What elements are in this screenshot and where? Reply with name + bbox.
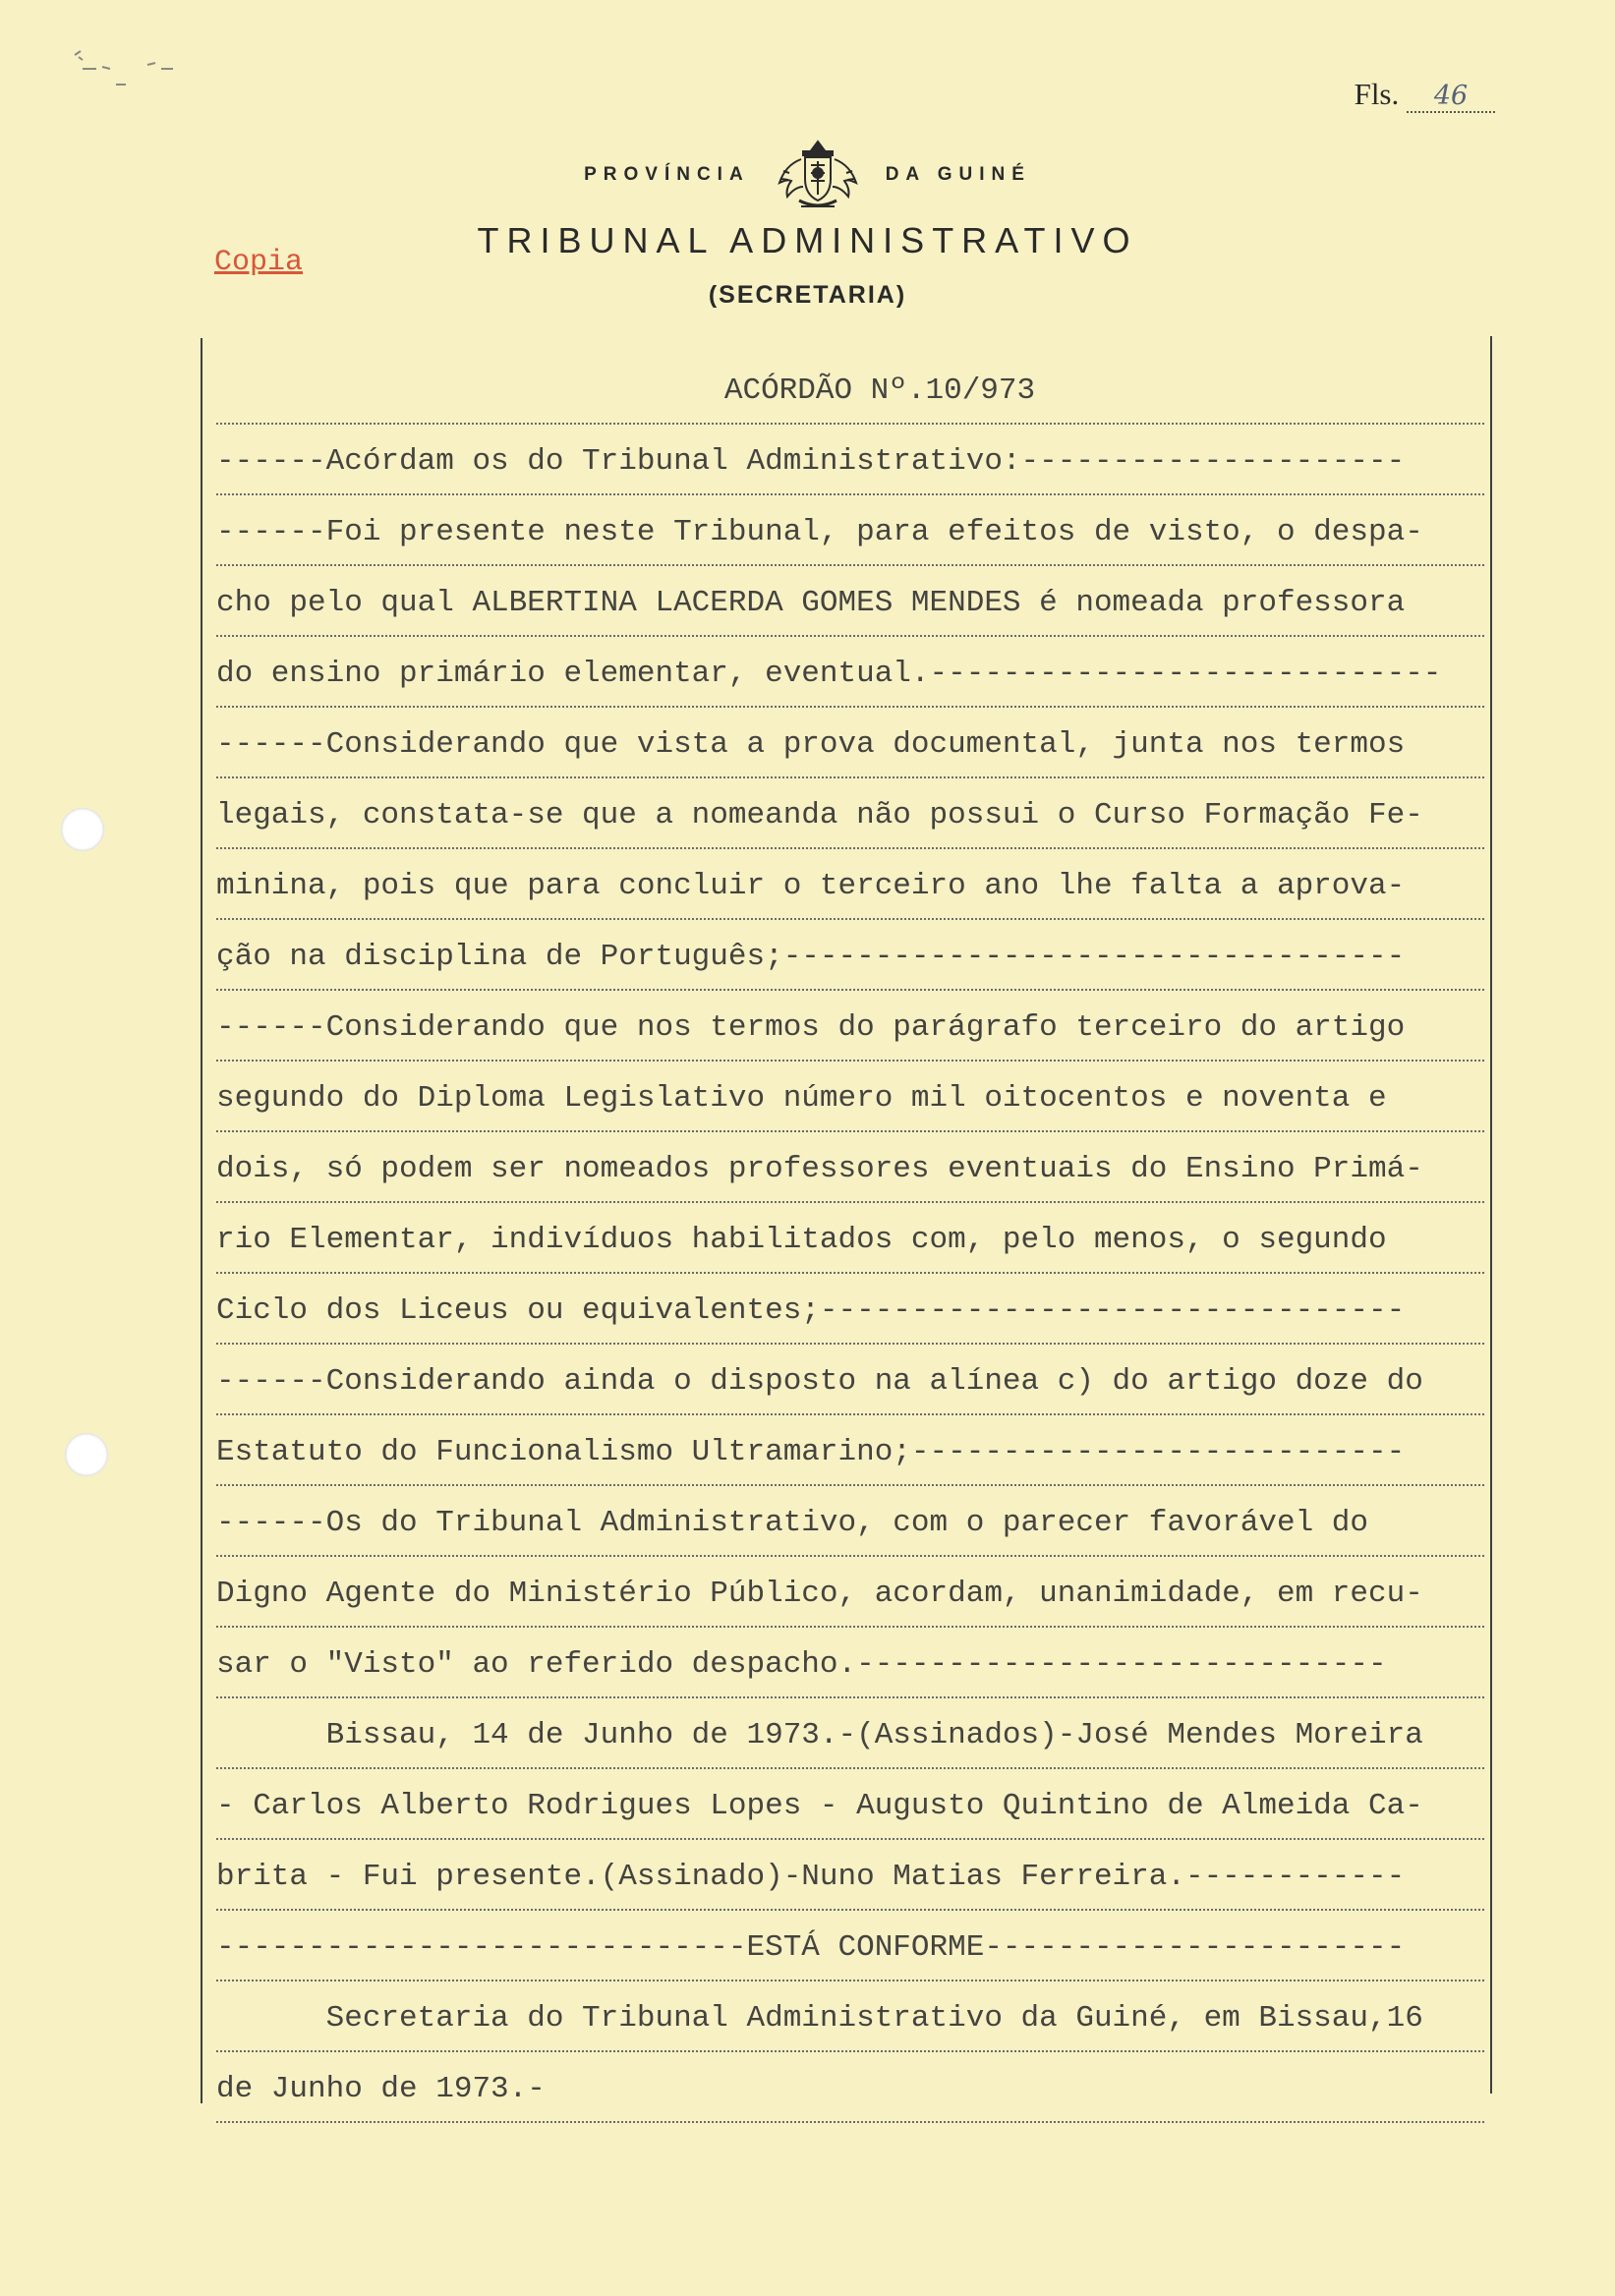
text-line: Digno Agente do Ministério Público, acordam, unanimidade, em recu- xyxy=(216,1557,1484,1628)
folio-handwritten-number: 46 xyxy=(1407,81,1495,113)
text-line: Estatuto do Funcionalismo Ultramarino;--------------------------- xyxy=(216,1415,1484,1486)
province-header xyxy=(0,136,1615,214)
province-right-text: DA GUINÉ xyxy=(885,164,1031,185)
signature-line: Bissau, 14 de Junho de 1973.-(Assinados)-José Mendes Moreira xyxy=(216,1698,1484,1769)
province-left-text: PROVÍNCIA xyxy=(584,164,750,185)
text-line: cho pelo qual ALBERTINA LACERDA GOMES MENDES é nomeada professora xyxy=(216,566,1484,637)
coat-of-arms-icon xyxy=(772,136,864,214)
text-line: ------Considerando ainda o disposto na alínea c) do artigo doze do xyxy=(216,1345,1484,1415)
copy-mark: Copia xyxy=(214,246,304,279)
text-line: sar o "Visto" ao referido despacho.----------------------------- xyxy=(216,1628,1484,1698)
closing-line: Secretaria do Tribunal Administrativo da Guiné, em Bissau,16 xyxy=(216,1981,1484,2052)
text-line: minina, pois que para concluir o terceiro ano lhe falta a aprova- xyxy=(216,849,1484,920)
signature-line: brita - Fui presente.(Assinado)-Nuno Matias Ferreira.------------ xyxy=(216,1840,1484,1911)
text-line: ------Considerando que nos termos do parágrafo terceiro do artigo xyxy=(216,991,1484,1062)
text-line: ------Os do Tribunal Administrativo, com o parecer favorável do xyxy=(216,1486,1484,1557)
text-line: ------Foi presente neste Tribunal, para efeitos de visto, o despa- xyxy=(216,495,1484,566)
text-line: rio Elementar, indivíduos habilitados com, pelo menos, o segundo xyxy=(216,1203,1484,1274)
text-line: legais, constata-se que a nomeanda não possui o Curso Formação Fe- xyxy=(216,778,1484,849)
margin-pencil-marks xyxy=(65,47,202,86)
punch-hole xyxy=(65,1433,108,1476)
ruling-text xyxy=(216,354,1484,2123)
text-line: segundo do Diploma Legislativo número mil oitocentos e noventa e xyxy=(216,1062,1484,1132)
office-subtitle: (SECRETARIA) xyxy=(708,281,907,309)
closing-line: de Junho de 1973.- xyxy=(216,2052,1484,2123)
certification-line: -----------------------------ESTÁ CONFORME----------------------- xyxy=(216,1911,1484,1981)
text-line: Ciclo dos Liceus ou equivalentes;-------------------------------- xyxy=(216,1274,1484,1345)
right-margin-rule xyxy=(1490,336,1492,2094)
text-line: do ensino primário elementar, eventual.---------------------------- xyxy=(216,637,1484,708)
signature-line: - Carlos Alberto Rodrigues Lopes - Augusto Quintino de Almeida Ca- xyxy=(216,1769,1484,1840)
text-line: ------Considerando que vista a prova documental, junta nos termos xyxy=(216,708,1484,778)
text-line: ção na disciplina de Português;---------------------------------- xyxy=(216,920,1484,991)
left-margin-rule xyxy=(201,338,202,2103)
folio-label: Fls. xyxy=(1354,77,1400,111)
text-line: ------Acórdam os do Tribunal Administrativo:--------------------- xyxy=(216,425,1484,495)
court-title: TRIBUNAL ADMINISTRATIVO xyxy=(477,220,1138,260)
punch-hole xyxy=(61,808,104,851)
ruling-title: ACÓRDÃO Nº.10/973 xyxy=(216,354,1484,425)
text-line: dois, só podem ser nomeados professores eventuais do Ensino Primá- xyxy=(216,1132,1484,1203)
folio-number xyxy=(1355,77,1495,113)
